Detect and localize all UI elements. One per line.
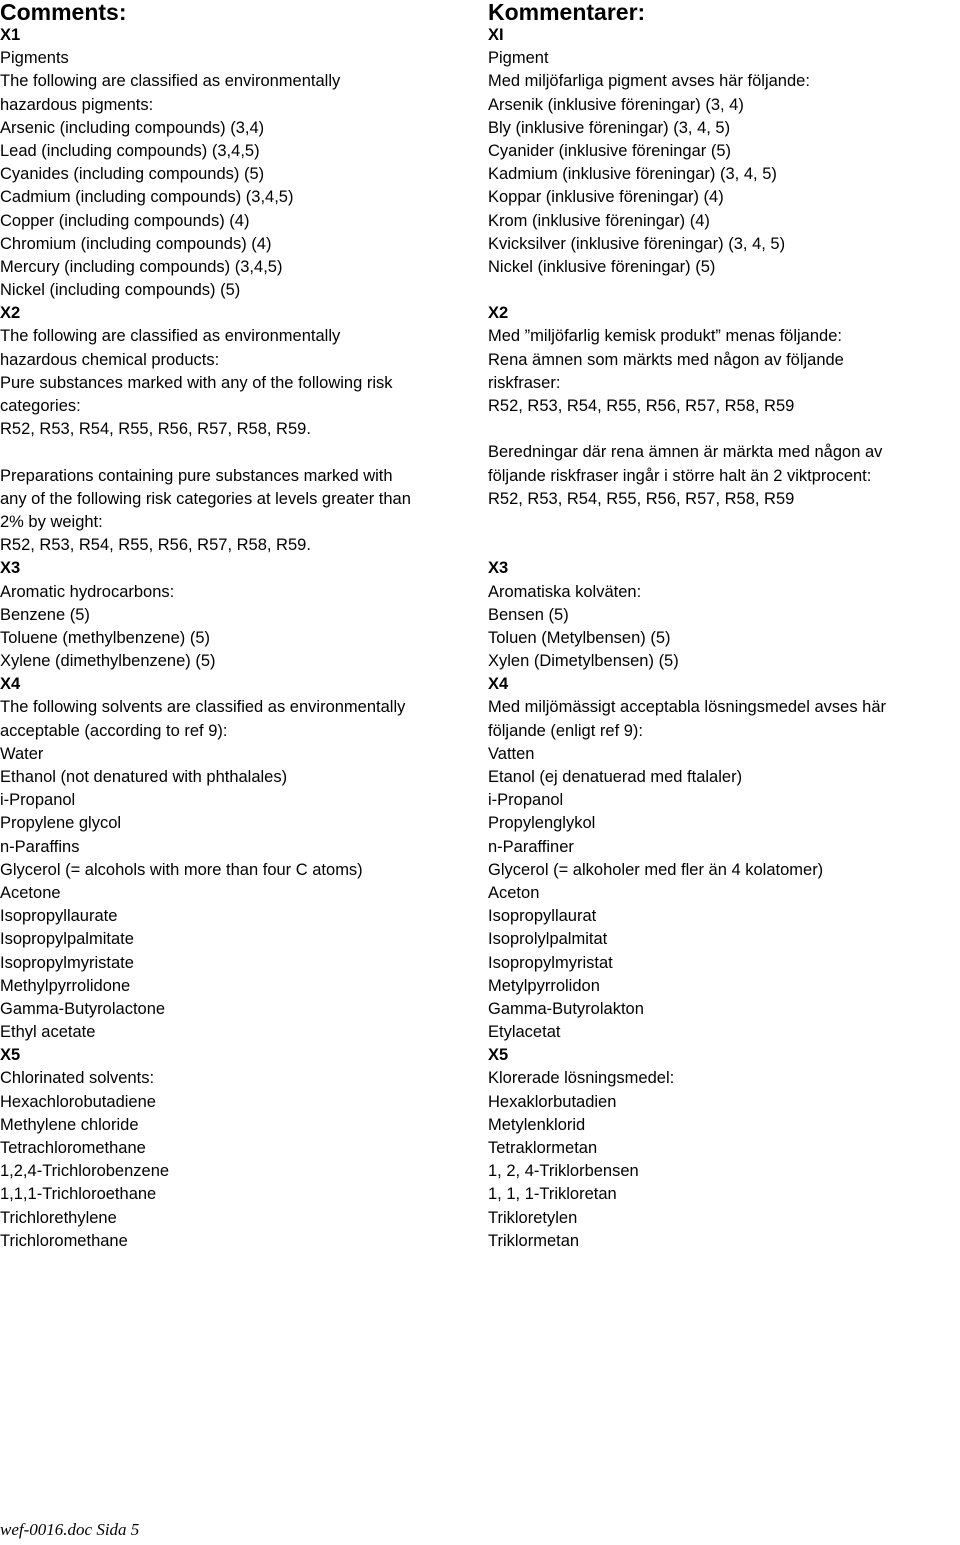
text-line: Trichloromethane	[0, 1231, 128, 1250]
paragraph-gap	[488, 511, 960, 534]
text-line: Water	[0, 744, 44, 763]
text-line: Arsenik (inklusive föreningar) (3, 4)	[488, 95, 744, 114]
text-line: Mercury (including compounds) (3,4,5)	[0, 257, 283, 276]
text-line: Tetrachloromethane	[0, 1139, 146, 1157]
sektion-x3-title: X3	[488, 559, 509, 578]
text-line: The following are classified as environmentally	[0, 327, 341, 346]
sektion-x4-body	[488, 696, 960, 1044]
text-line: Cyanider (inklusive föreningar (5)	[488, 141, 732, 160]
text-line: Isopropylmyristat	[488, 953, 613, 972]
text-line: Rena ämnen som märkts med någon av följande	[488, 350, 844, 369]
sektion-x2-title: X2	[488, 304, 509, 323]
text-line: categories:	[0, 397, 81, 415]
text-line: Propylene glycol	[0, 814, 122, 833]
section-x2-title: X2	[0, 304, 21, 323]
text-line: Benzene (5)	[0, 605, 90, 624]
text-line: Isopropylmyristate	[0, 953, 134, 972]
text-line: Methylene chloride	[0, 1115, 139, 1134]
text-line: acceptable (according to ref 9):	[0, 721, 228, 740]
paragraph-gap	[488, 418, 960, 441]
text-line: Metylenklorid	[488, 1115, 586, 1134]
text-line: Hexaklorbutadien	[488, 1092, 617, 1111]
text-line: Isoprolylpalmitat	[488, 930, 608, 949]
section-x2-body-a	[0, 325, 480, 441]
text-line: följande (enligt ref 9):	[488, 721, 644, 740]
text-line: Trichlorethylene	[0, 1208, 117, 1227]
text-line: Bly (inklusive föreningar) (3, 4, 5)	[488, 118, 731, 137]
text-line: Nickel (including compounds) (5)	[0, 281, 241, 300]
text-line: Tetraklormetan	[488, 1139, 598, 1157]
text-line: Isopropyllaurat	[488, 907, 597, 926]
text-line: i-Propanol	[488, 791, 564, 810]
text-line: Klorerade lösningsmedel:	[488, 1069, 675, 1088]
section-x3-title: X3	[0, 559, 21, 578]
kommentarer-heading: Kommentarer:	[488, 0, 646, 25]
text-line: Med miljöfarliga pigment avses här följande:	[488, 72, 810, 91]
text-line: Etylacetat	[488, 1023, 561, 1042]
text-line: i-Propanol	[0, 791, 76, 810]
sektion-x5-title: X5	[488, 1046, 509, 1065]
text-line: Kvicksilver (inklusive föreningar) (3, 4, 5)	[488, 234, 786, 253]
text-line: Toluen (Metylbensen) (5)	[488, 628, 671, 647]
text-line: 1, 2, 4-Triklorbensen	[488, 1162, 639, 1181]
text-line: Xylen (Dimetylbensen) (5)	[488, 652, 679, 671]
sektion-x2-body-b	[488, 441, 960, 511]
text-line: Cadmium (including compounds) (3,4,5)	[0, 188, 294, 207]
text-line: The following solvents are classified as environmentally	[0, 698, 406, 717]
sektion-x1-title: XI	[488, 26, 504, 44]
text-line: Arsenic (including compounds) (3,4)	[0, 118, 265, 137]
text-line: 1,1,1-Trichloroethane	[0, 1185, 157, 1204]
section-x5-title: X5	[0, 1046, 21, 1065]
sektion-x2-body-a	[488, 325, 960, 418]
text-line: Cyanides (including compounds) (5)	[0, 165, 265, 184]
text-line: Preparations containing pure substances marked with	[0, 466, 393, 485]
text-line: Krom (inklusive föreningar) (4)	[488, 211, 710, 230]
section-x2-body-b	[0, 465, 480, 558]
text-line: Isopropylpalmitate	[0, 930, 134, 949]
text-line: n-Paraffiner	[488, 837, 574, 856]
text-line: Triklormetan	[488, 1231, 580, 1250]
text-line: Ethyl acetate	[0, 1023, 96, 1042]
section-x1-title: X1	[0, 26, 21, 44]
text-line: 1,2,4-Trichlorobenzene	[0, 1162, 170, 1181]
paragraph-gap	[488, 534, 960, 557]
text-line: R52, R53, R54, R55, R56, R57, R58, R59	[488, 397, 795, 415]
english-column	[0, 0, 480, 1253]
text-line: Pigment	[488, 49, 549, 68]
swedish-column	[488, 0, 960, 1253]
text-line: Pure substances marked with any of the following risk	[0, 373, 393, 392]
text-line: n-Paraffins	[0, 837, 80, 856]
text-line: Gamma-Butyrolakton	[488, 999, 644, 1018]
text-line: Gamma-Butyrolactone	[0, 999, 166, 1018]
text-line: Aromatiska kolväten:	[488, 582, 642, 601]
text-line: Toluene (methylbenzene) (5)	[0, 628, 211, 647]
text-line: Acetone	[0, 883, 61, 902]
section-x5-body	[0, 1067, 480, 1253]
text-line: Bensen (5)	[488, 605, 569, 624]
sektion-x3-body	[488, 581, 960, 674]
text-line: Glycerol (= alkoholer med fler än 4 kolatomer)	[488, 860, 824, 879]
text-line: Xylene (dimethylbenzene) (5)	[0, 652, 216, 671]
text-line: any of the following risk categories at levels greater than	[0, 489, 411, 508]
text-line: The following are classified as environmentally	[0, 72, 341, 91]
text-line: Isopropyllaurate	[0, 907, 118, 926]
text-line: Chromium (including compounds) (4)	[0, 234, 272, 253]
sektion-x4-title: X4	[488, 675, 509, 694]
comments-heading: Comments:	[0, 0, 127, 25]
text-line: Beredningar där rena ämnen är märkta med någon av	[488, 443, 883, 462]
sektion-x1-body	[488, 47, 960, 279]
text-line: Nickel (inklusive föreningar) (5)	[488, 257, 716, 276]
section-x3-body	[0, 581, 480, 674]
text-line: Ethanol (not denatured with phthalales)	[0, 768, 288, 786]
text-line: Med ”miljöfarlig kemisk produkt” menas följande:	[488, 327, 842, 346]
paragraph-gap	[0, 441, 480, 464]
sektion-x5-body	[488, 1067, 960, 1253]
text-line: Hexachlorobutadiene	[0, 1092, 156, 1111]
text-line: Trikloretylen	[488, 1208, 578, 1227]
text-line: Etanol (ej denatuerad med ftalaler)	[488, 768, 743, 786]
text-line: Copper (including compounds) (4)	[0, 211, 250, 230]
text-line: Pigments	[0, 49, 69, 68]
text-line: Vatten	[488, 744, 535, 763]
text-line: R52, R53, R54, R55, R56, R57, R58, R59.	[0, 536, 311, 555]
text-line: följande riskfraser ingår i större halt än 2 viktprocent:	[488, 466, 872, 485]
text-line: Aceton	[488, 883, 540, 902]
page-footer: wef-0016.doc Sida 5	[0, 1520, 140, 1539]
text-line: R52, R53, R54, R55, R56, R57, R58, R59.	[0, 420, 311, 439]
section-x4-body	[0, 696, 480, 1044]
paragraph-gap	[488, 279, 960, 302]
text-line: Koppar (inklusive föreningar) (4)	[488, 188, 724, 207]
text-line: riskfraser:	[488, 373, 561, 392]
text-line: hazardous chemical products:	[0, 350, 220, 369]
text-line: Med miljömässigt acceptabla lösningsmedel avses här	[488, 698, 887, 717]
text-line: Chlorinated solvents:	[0, 1069, 155, 1088]
text-line: Lead (including compounds) (3,4,5)	[0, 141, 260, 160]
text-line: R52, R53, R54, R55, R56, R57, R58, R59	[488, 489, 795, 508]
text-line: Methylpyrrolidone	[0, 976, 131, 995]
text-line: 1, 1, 1-Trikloretan	[488, 1185, 617, 1204]
text-line: Kadmium (inklusive föreningar) (3, 4, 5)	[488, 165, 777, 184]
text-line: Metylpyrrolidon	[488, 976, 600, 995]
text-line: Propylenglykol	[488, 814, 596, 833]
text-line: hazardous pigments:	[0, 95, 154, 114]
section-x1-body	[0, 47, 480, 302]
text-line: 2% by weight:	[0, 512, 103, 531]
text-line: Glycerol (= alcohols with more than four C atoms)	[0, 860, 363, 879]
text-line: Aromatic hydrocarbons:	[0, 582, 175, 601]
section-x4-title: X4	[0, 675, 21, 694]
